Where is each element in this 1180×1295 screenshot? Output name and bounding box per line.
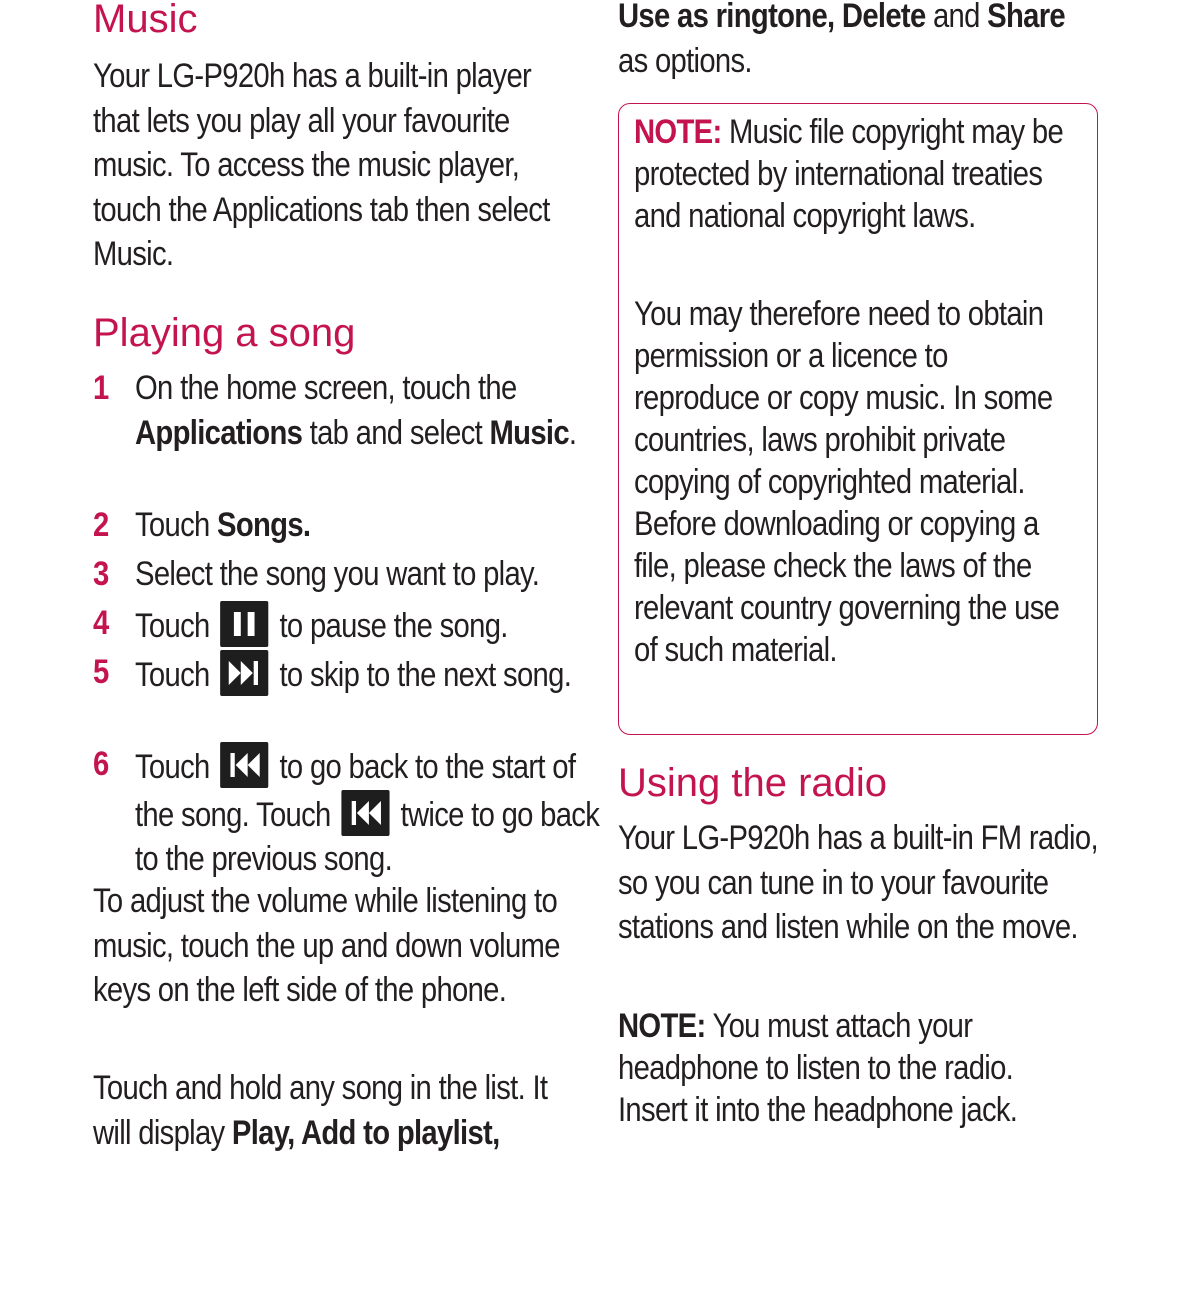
step-text: Touch Songs. xyxy=(135,506,311,544)
step-number: 3 xyxy=(93,555,110,593)
step-text: Touch to skip to the next song. xyxy=(135,650,582,698)
step-text: Touch to pause the song. xyxy=(135,601,617,649)
step-number: 5 xyxy=(93,653,110,691)
options-list-1: Play, Add to playlist, xyxy=(231,1113,500,1152)
music-heading: Music xyxy=(93,0,198,41)
hold-text: Touch and hold any song in the list. It will display Play, Add to playlist, xyxy=(93,1069,548,1152)
options-list-3: Share xyxy=(987,0,1065,35)
step-text: Select the song you want to play. xyxy=(135,555,540,593)
radio-note: NOTE: You must attach your headphone to listen to the radio. Insert it into the headphone jack. xyxy=(618,1007,1018,1129)
radio-note-label: NOTE: xyxy=(618,1007,706,1045)
songs-label: Songs. xyxy=(217,506,311,544)
volume-text: To adjust the volume while listening to music, touch the up and down volume keys on the left side of the phone. xyxy=(93,882,560,1009)
radio-heading: Using the radio xyxy=(618,761,888,805)
copyright-note-text-2: You may therefore need to obtain permission or a licence to reproduce or copy music. In some countries, laws prohibit private copying of copyrighted material. Before downloading or copying a file, please check the laws of the relevant country governing the use of such material. xyxy=(634,295,1060,669)
skip-previous-icon xyxy=(341,790,389,836)
step-number: 1 xyxy=(93,369,110,407)
skip-next-icon xyxy=(220,650,268,696)
pause-icon xyxy=(220,601,268,647)
radio-intro: Your LG-P920h has a built-in FM radio, so you can tune in to your favourite stations and listen while on the move. xyxy=(618,819,1098,946)
music-intro: Your LG-P920h has a built-in player that lets you play all your favourite music. To access the music player, touch the Applications tab then select Music. xyxy=(93,57,550,273)
options-list-2: Use as ringtone, Delete xyxy=(618,0,926,35)
step-number: 2 xyxy=(93,506,110,544)
step-text: On the home screen, touch the Applications tab and select Music. xyxy=(135,369,577,452)
step-number: 4 xyxy=(93,604,110,642)
step-number: 6 xyxy=(93,745,110,783)
step-text: Touch to go back to the start of the song. Touch twice to go back to the previous song. xyxy=(135,742,617,882)
hold-text-continued: Use as ringtone, Delete and Share as options. xyxy=(618,0,1117,83)
skip-previous-icon xyxy=(220,742,268,788)
playing-heading: Playing a song xyxy=(93,311,356,355)
note-label: NOTE: xyxy=(634,113,722,151)
applications-label: Applications xyxy=(135,413,303,452)
music-label: Music xyxy=(489,413,569,452)
copyright-note-text: NOTE: Music file copyright may be protected by international treaties and national copyright laws. xyxy=(634,113,1064,235)
